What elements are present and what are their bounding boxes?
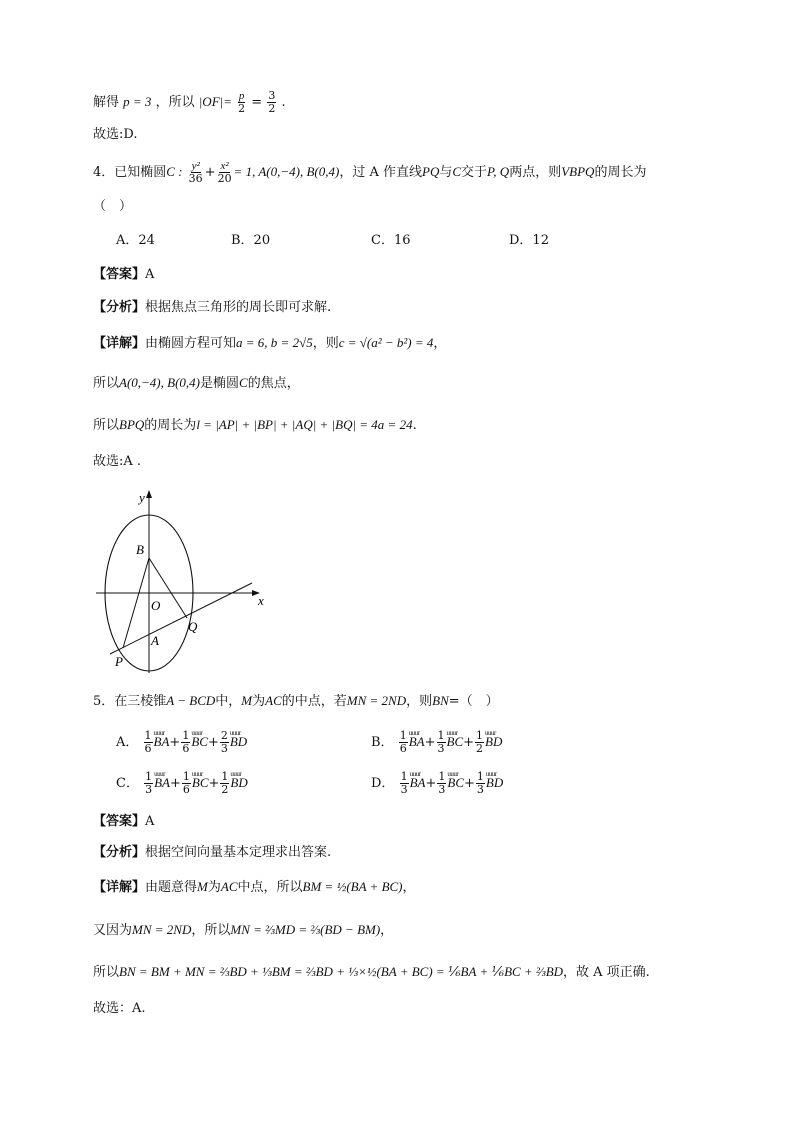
q5-detail-3: 所以BN = BM + MN = ⅔BD + ⅓BM = ⅔BD + ⅓×½(BA + BC) = ⅙BA + ⅙BC + ⅔BD，故 A 项正确. bbox=[93, 964, 650, 980]
segment-bp bbox=[123, 558, 149, 648]
q4-option-d: D．12 bbox=[509, 233, 549, 248]
q5-stem: 5．在三棱锥A − BCD中，M为AC的中点，若MN = 2ND，则BN=（ ） bbox=[93, 693, 499, 709]
label-b: B bbox=[136, 542, 144, 557]
q5-detail-1: 【详解】由题意得M为AC中点，所以BM = ½(BA + BC)， bbox=[93, 879, 416, 895]
q5-detail-2: 又因为MN = 2ND，所以MN = ⅔MD = ⅔(BD − BM)， bbox=[93, 922, 394, 938]
q5-conclusion: 故选：A. bbox=[93, 1001, 146, 1016]
q4-conclusion: 故选:A . bbox=[93, 454, 142, 469]
q5-option-c: C． $\frac{1}{3}$ uuur BA+ $\frac{1}{6}$ uuur BC+ $\frac{1}{2}$ uuur BD bbox=[116, 771, 248, 796]
q4-detail-2: 所以A(0,−4), B(0,4)是椭圆C的焦点， bbox=[93, 375, 300, 391]
q5-answer: 【答案】A bbox=[93, 814, 155, 829]
q4-detail-1: 【详解】由椭圆方程可知a = 6, b = 2√5，则c = √(a² − b²) = 4， bbox=[93, 335, 447, 351]
solution-line-p: 解得 p = 3 ，所以 |OF|= $\frac{p}{2}$ = $\frac{3}{2}$ . bbox=[93, 89, 286, 115]
q4-analysis: 【分析】根据焦点三角形的周长即可求解. bbox=[93, 300, 332, 315]
q5-analysis: 【分析】根据空间向量基本定理求出答案. bbox=[93, 845, 332, 860]
ellipse-figure bbox=[90, 488, 280, 678]
y-axis-arrow bbox=[146, 490, 152, 498]
q4-option-a: A．24 bbox=[116, 233, 155, 248]
label-p: P bbox=[115, 654, 123, 669]
label-o: O bbox=[151, 598, 161, 613]
q4-detail-3: 所以BPQ的周长为l = |AP| + |BP| + |AQ| + |BQ| = 4a = 24. bbox=[93, 417, 417, 433]
q5-option-a: A． $\frac{1}{6}$ uuur BA+ $\frac{1}{6}$ uuur BC+ $\frac{2}{3}$ uuur BD bbox=[116, 730, 247, 755]
label-x: x bbox=[258, 593, 264, 608]
q4-option-c: C．16 bbox=[371, 233, 411, 248]
q4-answer: 【答案】A bbox=[93, 267, 155, 282]
conclusion-prev: 故选:D. bbox=[93, 127, 138, 142]
q4-paren: （ ） bbox=[93, 199, 133, 214]
label-y: y bbox=[139, 490, 145, 505]
q5-option-d: D． $\frac{1}{3}$ uuur BA+ $\frac{1}{3}$ uuur BC+ $\frac{1}{3}$ uuur BD bbox=[371, 771, 503, 796]
label-q: Q bbox=[188, 619, 198, 634]
label-a: A bbox=[151, 633, 159, 648]
q4-stem: 4．已知椭圆C : $\frac{\text{y²}}{36}$ + $\frac{\text{x²}}{20}$ = 1, A(0,−4), B(0,4)，过 A 作直线PQ与C交于P, Q两点，则VBPQ的周长为 bbox=[93, 160, 647, 185]
q4-option-b: B．20 bbox=[231, 233, 271, 248]
q5-option-b: B． $\frac{1}{6}$ uuur BA+ $\frac{1}{3}$ uuur BC+ $\frac{1}{2}$ uuur BD bbox=[371, 730, 502, 755]
